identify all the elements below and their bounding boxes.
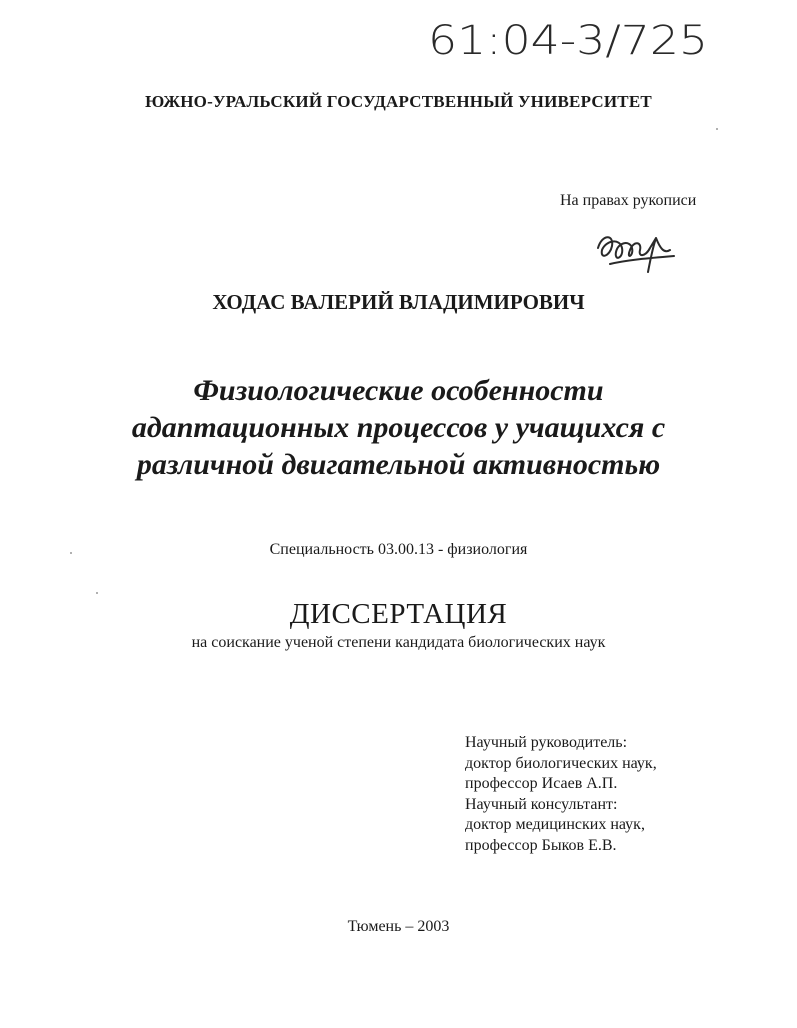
author-signature: [590, 220, 690, 280]
consultant-degree: доктор медицинских наук,: [465, 816, 645, 833]
consultant-role: Научный консультант:: [465, 795, 618, 813]
supervisor-role: Научный руководитель:: [465, 734, 628, 751]
specialty-line: Специальность 03.00.13 - физиология: [269, 541, 528, 558]
manuscript-rights: На правах рукописи: [560, 192, 697, 209]
degree-line: на соискание ученой степени кандидата биологических наук: [191, 634, 606, 651]
dissertation-title: [0, 372, 797, 483]
scan-speck: [96, 592, 98, 594]
author-name: ХОДАС ВАЛЕРИЙ ВЛАДИМИРОВИЧ: [212, 290, 585, 314]
title-line: различной двигательной активностью: [136, 448, 661, 481]
university-name: ЮЖНО-УРАЛЬСКИЙ ГОСУДАРСТВЕННЫЙ УНИВЕРСИТЕТ: [145, 92, 652, 111]
consultant-name: профессор Быков Е.В.: [465, 836, 617, 854]
scan-speck: [716, 128, 718, 130]
signature-stroke: [598, 237, 674, 272]
scan-speck: [70, 552, 72, 554]
supervisor-degree: доктор биологических наук,: [465, 754, 657, 772]
archive-stamp: [420, 8, 720, 68]
title-line: Физиологические особенности: [193, 374, 604, 407]
archive-stamp-text: 61:04-3/725: [428, 18, 708, 64]
supervisors-block: [465, 733, 657, 856]
supervisor-name: профессор Исаев А.П.: [465, 775, 618, 792]
city-year: Тюмень – 2003: [347, 918, 450, 935]
document-type: ДИССЕРТАЦИЯ: [289, 598, 508, 630]
title-line: адаптационных процессов у учащихся с: [131, 411, 666, 444]
